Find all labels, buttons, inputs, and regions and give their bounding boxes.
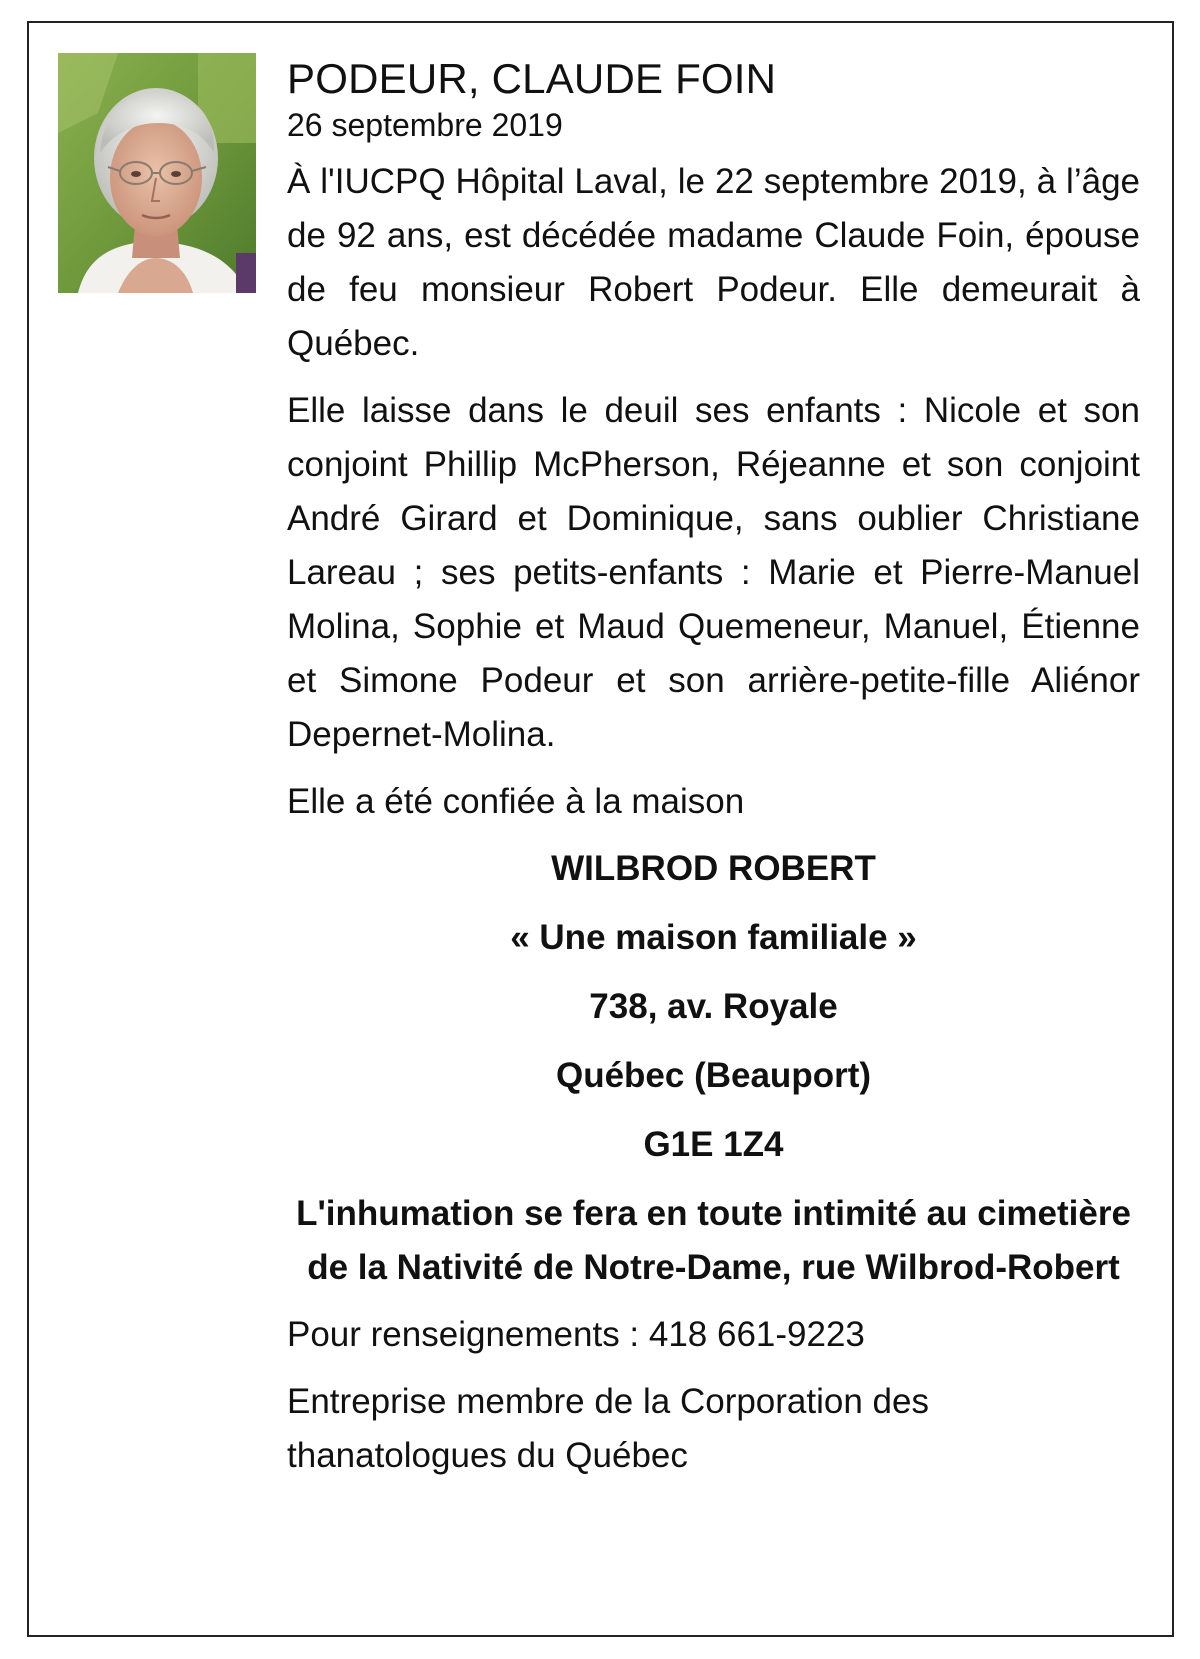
contact-line: Pour renseignements : 418 661-9223 [287,1315,865,1354]
funeral-home-slogan: « Une maison familiale » [510,918,917,957]
funeral-home-city: Québec (Beauport) [555,1056,872,1095]
funeral-home-block [287,842,1140,1295]
membership-line: Entreprise membre de la Corporation des thanatologues du Québec [287,1382,929,1475]
entrusted-paragraph: Elle a été confiée à la maison [287,782,745,821]
portrait-photo [58,53,256,293]
obituary-content [287,53,1140,1496]
publication-date: 26 septembre 2019 [287,107,563,143]
funeral-home-street: 738, av. Royale [589,987,838,1026]
funeral-home-name: WILBROD ROBERT [551,849,876,888]
family-paragraph: Elle laisse dans le deuil ses enfants : Nicole et son conjoint Phillip McPherson, Réjeanne et son conjoint André Girard et Dominique, sans oublier Christiane Lareau ; ses petits-enfants : Marie et Pierre-Manuel Molina, Sophie et Maud Quemeneur, Manuel, Étienne et Simone Podeur et son arrière-petite-fille Aliénor Depernet-Molina. [287,391,1140,754]
death-notice-paragraph: À l'IUCPQ Hôpital Laval, le 22 septembre 2019, à l’âge de 92 ans, est décédée madame Claude Foin, épouse de feu monsieur Robert Podeur. Elle demeurait à Québec. [287,162,1140,363]
funeral-home-postal-code: G1E 1Z4 [643,1125,784,1164]
burial-notice: L'inhumation se fera en toute intimité au cimetière de la Nativité de Notre-Dame, rue Wilbrod-Robert [296,1194,1131,1287]
deceased-name: PODEUR, CLAUDE FOIN [287,55,777,102]
